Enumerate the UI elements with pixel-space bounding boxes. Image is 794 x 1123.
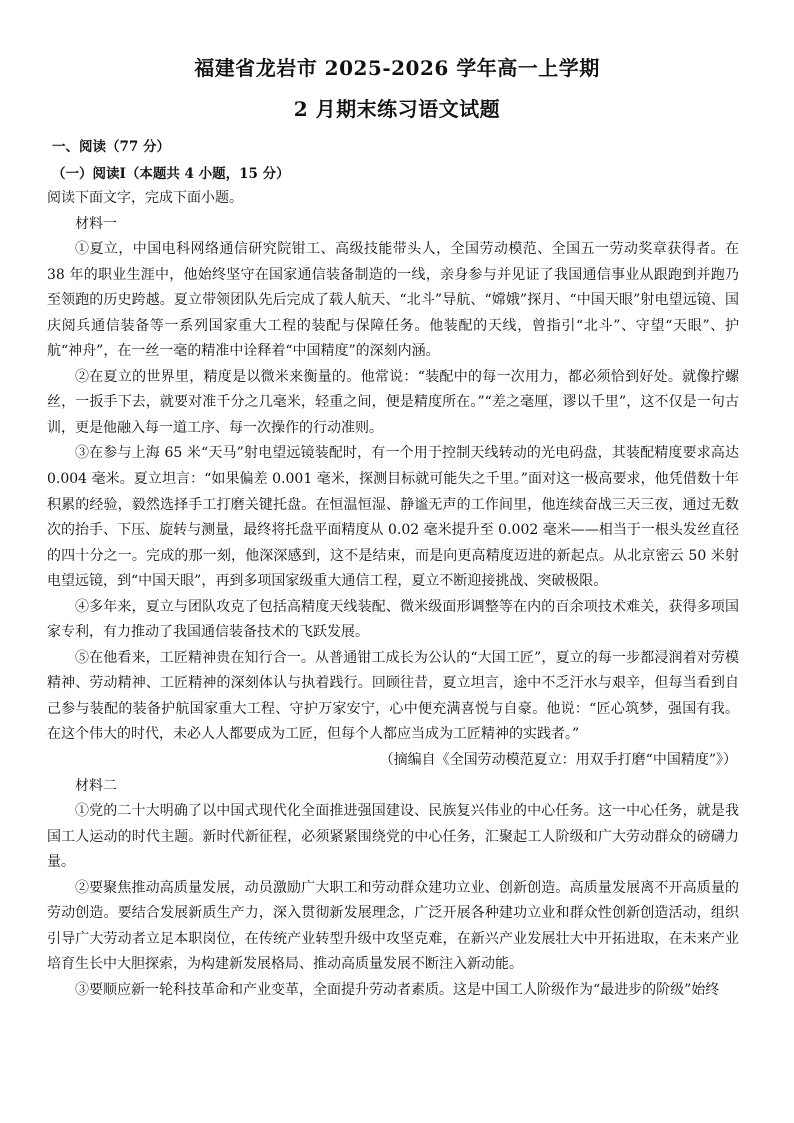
paragraph: ④多年来，夏立与团队攻克了包括高精度天线装配、微米级面形调整等在内的百余项技术难关，获得多项国家专利，有力推动了我国通信装备技术的飞跃发展。 — [47, 598, 739, 641]
page-title-line2: 2 月期末练习语文试题 — [293, 97, 501, 121]
material-label: 材料一 — [75, 215, 117, 232]
paragraph: ②在夏立的世界里，精度是以微米来衡量的。他常说：“装配中的每一次用力，都必须恰到好处。就像拧螺丝，一扳手下去，就要对准千分之几毫米，轻重之间，便是精度所在。”“差之毫厘，谬以千里”，这不仅是一句古训，更是他融入每一道工序、每一次操作的行动准则。 — [47, 368, 740, 436]
reading-passage — [47, 186, 739, 1004]
section-heading: 一、阅读（77 分） — [52, 139, 170, 155]
paragraph: ①夏立，中国电科网络通信研究院钳工、高级技能带头人，全国劳动模范、全国五一劳动奖章获得者。在 38 年的职业生涯中，他始终坚守在国家通信装备制造的一线，亲身参与并见证了我国通信事业从跟跑到并跑乃至领跑的历史跨越。夏立带领团队先后完成了载人航天、“北斗”导航、“嫦娥”探月、“中国天眼”射电望远镜、国庆阅兵通信装备等一系列国家重大工程的装配与保障任务。他装配的天线，曾指引“北斗”、守望“天眼”、护航“神舟”，在一丝一毫的精准中诠释着“中国精度”的深刻内涵。 — [47, 241, 739, 360]
paragraph: ②要聚焦推动高质量发展，动员激励广大职工和劳动群众建功立业、创新创造。高质量发展离不开高质量的劳动创造。要结合发展新质生产力，深入贯彻新发展理念，广泛开展各种建功立业和群众性创新创造活动，组织引导广大劳动者立足本职岗位，在传统产业转型升级中攻坚克难，在新兴产业发展壮大中开拓进取，在未来产业培育生长中大胆探索，为构建新发展格局、推动高质量发展不断注入新动能。 — [47, 879, 739, 973]
paragraph: ⑤在他看来，工匠精神贵在知行合一。从普通钳工成长为公认的“大国工匠”，夏立的每一步都浸润着对劳模精神、劳动精神、工匠精神的深刻体认与执着践行。回顾往昔，夏立坦言，途中不乏汗水与艰辛，但每当看到自己参与装配的装备护航国家重大工程、守护万家安宁，心中便充满喜悦与自豪。他说：“匠心筑梦，强国有我。在这个伟大的时代，未必人人都要成为工匠，但每个人都应当成为工匠精神的实践者。” — [47, 649, 739, 743]
page-title-line1: 福建省龙岩市 2025-2026 学年高一上学期 — [194, 56, 600, 80]
material-label: 材料二 — [75, 777, 117, 794]
paragraph: ③在参与上海 65 米“天马”射电望远镜装配时，有一个用于控制天线转动的光电码盘，其装配精度要求高达 0.004 毫米。夏立坦言：“如果偏差 0.001 毫米，探测目标就可能失之千里。”面对这一极高要求，他凭借数十年积累的经验，毅然选择手工打磨关键托盘。在恒温恒湿、静谧无声的工作间里，他连续奋战三天三夜，通过无数次的抬手、下压、旋转与测量，最终将托盘平面精度从 0.02 毫米提升至 0.002 毫米——相当于一根头发丝直径的四十分之一。完成的那一刻，他深深感到，这不是结束，而是向更高精度迈进的新起点。从北京密云 50 米射电望远镜，到“中国天眼”，再到多项国家级重大通信工程，夏立不断迎接挑战、突破极限。 — [47, 445, 739, 590]
paragraph: ③要顺应新一轮科技革命和产业变革，全面提升劳动者素质。这是中国工人阶级作为“最进步的阶级”始终 — [75, 981, 720, 998]
subsection-heading: （一）阅读Ⅰ（本题共 4 小题，15 分） — [52, 166, 290, 182]
instruction-text: 阅读下面文字，完成下面小题。 — [47, 190, 243, 206]
paragraph: ①党的二十大明确了以中国式现代化全面推进强国建设、民族复兴伟业的中心任务。这一中心任务，就是我国工人运动的时代主题。新时代新征程，必须紧紧围绕党的中心任务，汇聚起工人阶级和广大劳动群众的磅礴力量。 — [47, 803, 739, 871]
source-citation: （摘编自《全国劳动模范夏立：用双手打磨“中国精度”》） — [379, 752, 737, 769]
